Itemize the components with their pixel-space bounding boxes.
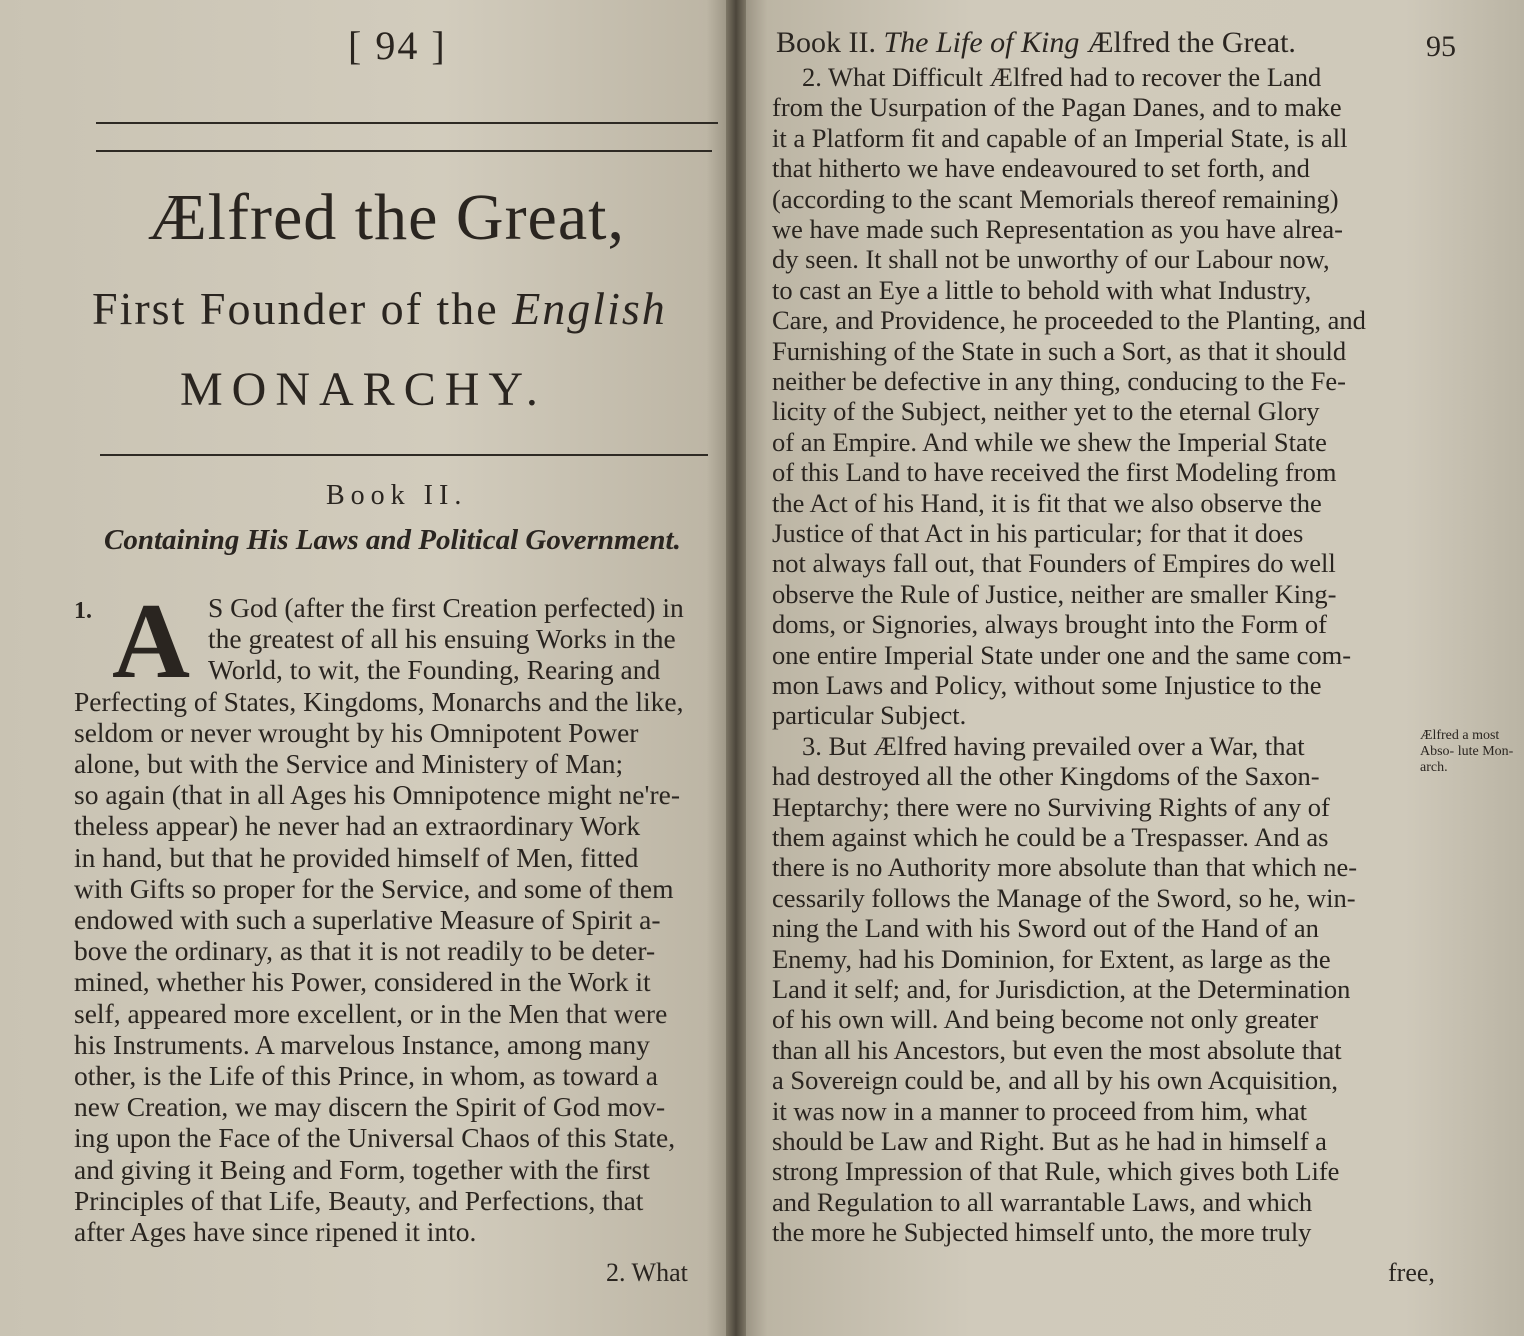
left-body-line: mined, whether his Power, considered in the Work it: [74, 966, 651, 998]
right-body-line: should be Law and Right. But as he had in himself a: [772, 1126, 1327, 1156]
rule-top-2: [96, 150, 712, 152]
left-body-line: in hand, but that he provided himself of Men, fitted: [74, 841, 639, 873]
right-body-line: not always fall out, that Founders of Empires do well: [772, 548, 1336, 579]
left-body-line: alone, but with the Service and Ministery of Man;: [74, 748, 624, 779]
title-subtitle-english: English: [512, 283, 667, 334]
right-body-line: cessarily follows the Manage of the Sword, so he, win-: [772, 882, 1356, 913]
right-body-line: that hitherto we have endeavoured to set forth, and: [772, 153, 1310, 184]
right-body-line: particular Subject.: [772, 700, 967, 731]
left-body-line: endowed with such a superlative Measure of Spirit a-: [74, 904, 661, 935]
page-number-right: 95: [1426, 30, 1456, 63]
right-body-line: of his own will. And being become not only greater: [772, 1004, 1319, 1035]
right-body-line: ning the Land with his Sword out of the Hand of an: [772, 913, 1319, 944]
left-body-line: Principles of that Life, Beauty, and Perfections, that: [74, 1184, 644, 1216]
left-body-line: and giving it Being and Form, together with the first: [74, 1153, 650, 1185]
right-body-line: mon Laws and Policy, without some Injustice to the: [772, 670, 1322, 700]
right-body-line: there is no Authority more absolute than that which ne-: [772, 852, 1358, 883]
right-body-line: Enemy, had his Dominion, for Extent, as large as the: [772, 943, 1331, 974]
right-body-line: neither be defective in any thing, conducing to the Fe-: [772, 366, 1346, 396]
left-body-line: other, is the Life of this Prince, in whom, as toward a: [74, 1060, 658, 1091]
right-body-line: and Regulation to all warrantable Laws, and which: [772, 1186, 1313, 1217]
title-monarchy: MONARCHY.: [180, 363, 547, 416]
title-subtitle: [92, 282, 667, 335]
right-body-line: Care, and Providence, he proceeded to the Planting, and: [772, 305, 1366, 336]
right-body-line: observe the Rule of Justice, neither are smaller King-: [772, 578, 1337, 609]
left-body-line: the greatest of all his ensuing Works in the: [208, 623, 676, 655]
left-body-line: bove the ordinary, as that it is not readily to be deter-: [74, 935, 656, 967]
running-header: [776, 26, 1296, 60]
page-number-left: [ 94 ]: [348, 23, 447, 68]
right-body-line: 3. But Ælfred having prevailed over a War, that: [802, 730, 1305, 761]
catchword-left: 2. What: [606, 1258, 688, 1287]
right-body-line: doms, or Signories, always brought into the Form of: [772, 609, 1327, 640]
rule-top-1: [96, 122, 718, 124]
right-body-line: them against which he could be a Trespasser. And as: [772, 822, 1329, 852]
left-body-line: ing upon the Face of the Universal Chaos of this State,: [74, 1122, 676, 1154]
left-body-line: so again (that in all Ages his Omnipotence might ne're-: [74, 779, 680, 811]
left-body-line: theless appear) he never had an extraordinary Work: [74, 810, 641, 842]
running-header-book: Book II.: [776, 26, 876, 59]
right-body-line: of an Empire. And while we shew the Imperial State: [772, 426, 1327, 457]
right-body-line: strong Impression of that Rule, which gives both Life: [772, 1156, 1340, 1187]
right-body-line: than all his Ancestors, but even the most absolute that: [772, 1034, 1342, 1065]
right-body-line: of this Land to have received the first Modeling from: [772, 457, 1337, 488]
right-body-line: 2. What Difficult Ælfred had to recover the Land: [802, 62, 1322, 92]
right-body-line: dy seen. It shall not be unworthy of our Labour now,: [772, 244, 1330, 275]
right-body-line: we have made such Representation as you have alrea-: [772, 214, 1343, 244]
title-subtitle-prefix: First Founder of the: [92, 283, 499, 334]
right-body-line: Land it self; and, for Jurisdiction, at the Determination: [772, 974, 1351, 1004]
book-subheading: Containing His Laws and Political Government.: [104, 524, 681, 556]
right-body-line: (according to the scant Memorials thereof remaining): [772, 183, 1339, 214]
right-body-line: a Sovereign could be, and all by his own Acquisition,: [772, 1065, 1338, 1096]
right-body-line: Furnishing of the State in such a Sort, as that it should: [772, 335, 1347, 366]
left-body-line: his Instruments. A marvelous Instance, among many: [74, 1028, 650, 1060]
left-body-line: World, to wit, the Founding, Rearing and: [208, 654, 661, 686]
left-body-line: after Ages have since ripened it into.: [74, 1216, 477, 1247]
margin-note: Ælfred a most Abso- lute Mon- arch.: [1420, 728, 1514, 775]
gutter: [726, 0, 746, 1336]
left-body-line: with Gifts so proper for the Service, and some of them: [74, 872, 674, 904]
section-number: 1.: [74, 598, 92, 624]
right-body-line: Heptarchy; there were no Surviving Rights of any of: [772, 791, 1330, 822]
running-header-life: The Life of King: [883, 26, 1080, 59]
rule-mid: [100, 454, 708, 456]
book-heading: Book II.: [326, 480, 468, 511]
left-body-line: self, appeared more excellent, or in the Men that were: [74, 997, 668, 1029]
right-body-line: it was now in a manner to proceed from him, what: [772, 1095, 1308, 1126]
right-body-line: to cast an Eye a little to behold with what Industry,: [772, 274, 1312, 305]
right-body-line: the Act of his Hand, it is fit that we also observe the: [772, 487, 1322, 518]
left-body-line: new Creation, we may discern the Spirit of God mov-: [74, 1091, 666, 1123]
right-body-line: one entire Imperial State under one and the same com-: [772, 639, 1352, 670]
right-body-line: the more he Subjected himself unto, the more truly: [772, 1217, 1312, 1248]
running-header-name: Ælfred the Great.: [1086, 26, 1296, 59]
right-body-line: had destroyed all the other Kingdoms of the Saxon-: [772, 761, 1320, 792]
right-body-line: Justice of that Act in his particular; for that it does: [772, 518, 1304, 548]
right-body-line: from the Usurpation of the Pagan Danes, and to make: [772, 92, 1342, 123]
left-body-line: S God (after the first Creation perfected) in: [208, 592, 684, 623]
drop-cap: A: [112, 582, 190, 701]
left-page: [0, 0, 736, 1336]
title-main: Ælfred the Great,: [148, 181, 625, 254]
left-body-line: Perfecting of States, Kingdoms, Monarchs and the like,: [74, 685, 684, 717]
catchword-right: free,: [1388, 1258, 1435, 1287]
left-body-line: seldom or never wrought by his Omnipotent Power: [74, 716, 639, 748]
right-body-line: it a Platform fit and capable of an Imperial State, is all: [772, 122, 1348, 153]
right-body-line: licity of the Subject, neither yet to the eternal Glory: [772, 396, 1320, 427]
